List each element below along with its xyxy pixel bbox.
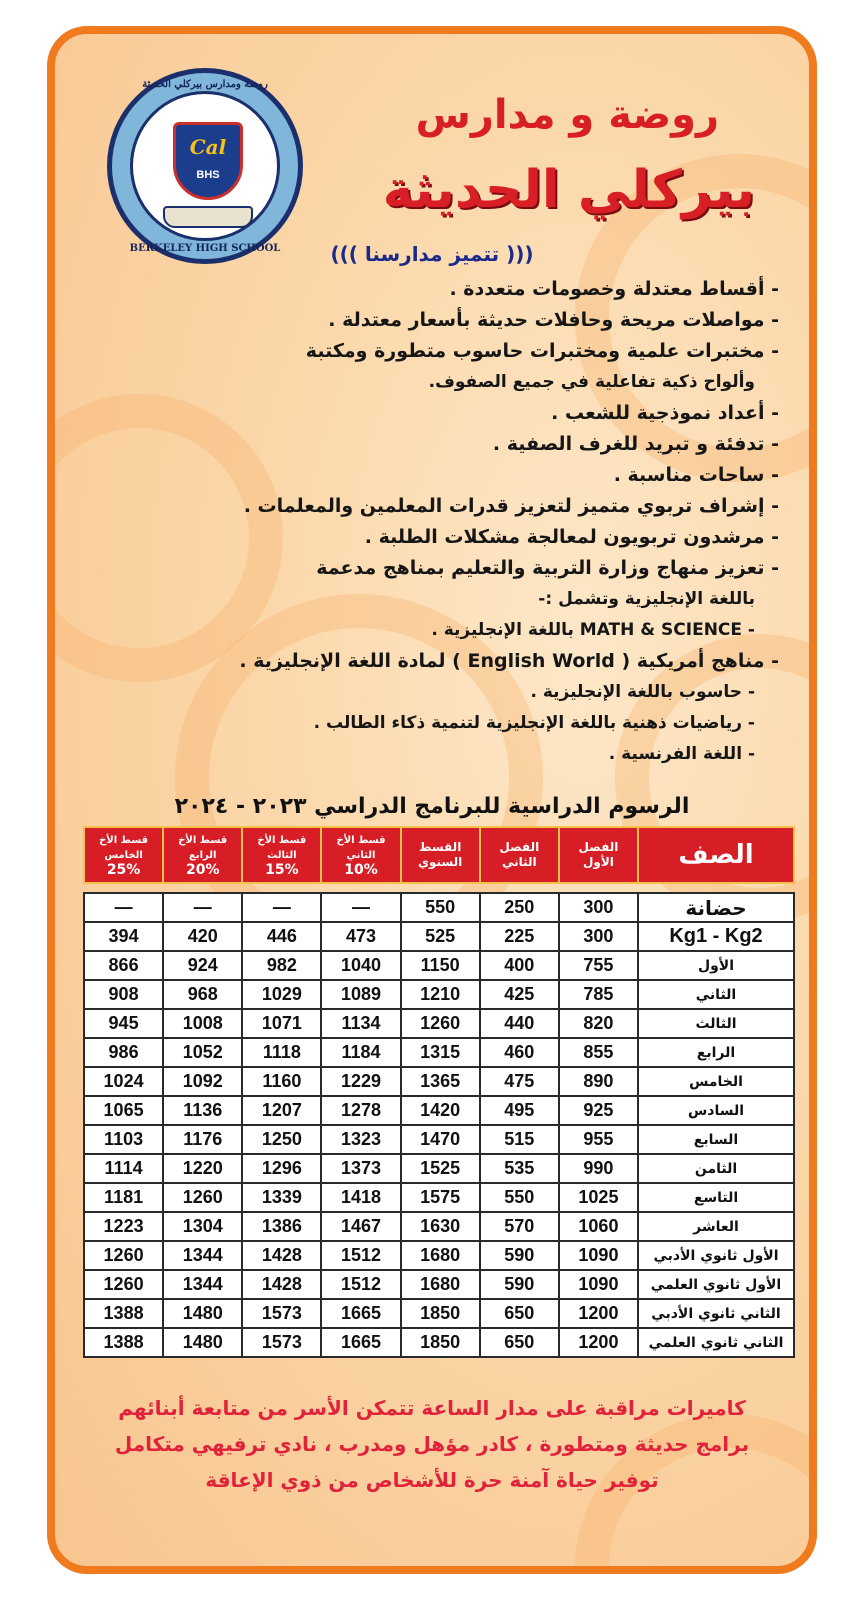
fee-cell: 1090	[559, 1270, 638, 1299]
features-list	[125, 274, 779, 770]
fee-cell: 1184	[321, 1038, 400, 1067]
fee-cell: 924	[163, 951, 242, 980]
table-row	[84, 922, 794, 951]
fee-cell: 1065	[84, 1096, 163, 1125]
grade-cell: الرابع	[638, 1038, 794, 1067]
grade-cell: السادس	[638, 1096, 794, 1125]
fee-cell: 1090	[559, 1241, 638, 1270]
fee-cell: 1136	[163, 1096, 242, 1125]
fee-cell: 1260	[401, 1009, 480, 1038]
fee-cell: 1089	[321, 980, 400, 1009]
header-sibling2-pct: 10%	[344, 861, 378, 878]
fee-cell: 1260	[84, 1241, 163, 1270]
feature-item: - اللغة الفرنسية .	[608, 744, 755, 764]
fee-cell: 1008	[163, 1009, 242, 1038]
fee-cell: 1114	[84, 1154, 163, 1183]
fee-cell: 1665	[321, 1299, 400, 1328]
grade-cell: السابع	[638, 1125, 794, 1154]
grade-cell: حضانة	[638, 893, 794, 922]
header-sibling2-label: قسط الأخ الثاني	[336, 834, 386, 861]
fee-cell: 475	[480, 1067, 559, 1096]
fee-cell: 473	[321, 922, 400, 951]
table-row	[84, 1096, 794, 1125]
fee-cell: 394	[84, 922, 163, 951]
school-logo	[107, 68, 303, 264]
fee-cell: 1665	[321, 1328, 400, 1357]
title-line1: روضة و مدارس	[415, 92, 719, 138]
fee-cell: 590	[480, 1270, 559, 1299]
fee-cell: 1525	[401, 1154, 480, 1183]
fee-cell: 1373	[321, 1154, 400, 1183]
fee-cell: 1134	[321, 1009, 400, 1038]
fee-cell: 755	[559, 951, 638, 980]
fee-cell: 1229	[321, 1067, 400, 1096]
fee-cell: 1388	[84, 1328, 163, 1357]
grade-cell: الثاني ثانوي الأدبي	[638, 1299, 794, 1328]
table-row	[84, 1125, 794, 1154]
feature-item: - مختبرات علمية ومختبرات حاسوب متطورة ومكتبة	[305, 340, 779, 362]
logo-shield-subtext: BHS	[196, 169, 220, 181]
fee-cell: 1512	[321, 1241, 400, 1270]
grade-cell: الثاني	[638, 980, 794, 1009]
header-first-term: الفصل الأول	[559, 827, 638, 883]
fee-cell: 590	[480, 1241, 559, 1270]
fee-cell: 1025	[559, 1183, 638, 1212]
fees-title: الرسوم الدراسية للبرنامج الدراسي ٢٠٢٣ - ٢٠٢٤	[174, 794, 690, 819]
fee-cell: 1315	[401, 1038, 480, 1067]
fee-cell: 1850	[401, 1328, 480, 1357]
table-row	[84, 893, 794, 922]
fee-cell: 1323	[321, 1125, 400, 1154]
fee-cell: 855	[559, 1038, 638, 1067]
fees-body	[84, 893, 794, 1357]
fee-cell: 1160	[242, 1067, 321, 1096]
fee-cell: 1304	[163, 1212, 242, 1241]
table-row	[84, 980, 794, 1009]
fee-cell: 1260	[84, 1270, 163, 1299]
fees-header-row	[84, 827, 794, 883]
fee-cell: 982	[242, 951, 321, 980]
footer-line: برامج حديثة ومتطورة ، كادر مؤهل ومدرب ، نادي ترفيهي متكامل	[114, 1432, 750, 1456]
fee-cell: —	[84, 893, 163, 922]
fee-cell: 1573	[242, 1299, 321, 1328]
fee-cell: 890	[559, 1067, 638, 1096]
feature-item: - مناهج أمريكية ( English World ) لمادة اللغة الإنجليزية .	[239, 650, 779, 672]
feature-item: - مواصلات مريحة وحافلات حديثة بأسعار معتدلة .	[328, 309, 779, 331]
feature-item: باللغة الإنجليزية وتشمل :-	[538, 589, 755, 609]
table-row	[84, 1270, 794, 1299]
fee-cell: 1052	[163, 1038, 242, 1067]
fee-cell: 1630	[401, 1212, 480, 1241]
fee-cell: 440	[480, 1009, 559, 1038]
header-sibling4-pct: 20%	[185, 861, 220, 878]
logo-bottom-text: BERKELEY HIGH SCHOOL	[129, 243, 281, 254]
grade-cell: العاشر	[638, 1212, 794, 1241]
fee-cell: 1344	[163, 1241, 242, 1270]
table-row	[84, 1328, 794, 1357]
fee-cell: 1040	[321, 951, 400, 980]
table-row	[84, 1212, 794, 1241]
footer	[55, 1390, 809, 1498]
fee-cell: 225	[480, 922, 559, 951]
grade-cell: الأول	[638, 951, 794, 980]
fee-cell: 1428	[242, 1241, 321, 1270]
feature-item: - أعداد نموذجية للشعب .	[551, 402, 779, 424]
fee-cell: 1365	[401, 1067, 480, 1096]
fee-cell: 1420	[401, 1096, 480, 1125]
table-row	[84, 1241, 794, 1270]
fee-cell: 1200	[559, 1328, 638, 1357]
grade-cell: التاسع	[638, 1183, 794, 1212]
fee-cell: 1512	[321, 1270, 400, 1299]
header-sibling3-label: قسط الأخ الثالث	[257, 834, 307, 861]
fee-cell: 1480	[163, 1299, 242, 1328]
fee-cell: 1467	[321, 1212, 400, 1241]
fee-cell: —	[163, 893, 242, 922]
table-row	[84, 1299, 794, 1328]
fee-cell: 1428	[242, 1270, 321, 1299]
fee-cell: 1220	[163, 1154, 242, 1183]
fee-cell: 300	[559, 922, 638, 951]
fee-cell: 1118	[242, 1038, 321, 1067]
title-line2: بيركلي الحديثة	[382, 160, 755, 220]
fee-cell: 570	[480, 1212, 559, 1241]
header-annual: القسط السنوي	[401, 827, 480, 883]
grade-cell: الخامس	[638, 1067, 794, 1096]
feature-item: - تعزيز منهاج وزارة التربية والتعليم بمناهج مدعمة	[316, 557, 779, 579]
grade-cell: الثامن	[638, 1154, 794, 1183]
fee-cell: —	[242, 893, 321, 922]
fee-cell: 1207	[242, 1096, 321, 1125]
fee-cell: 945	[84, 1009, 163, 1038]
fee-cell: 1480	[163, 1328, 242, 1357]
feature-item: - ساحات مناسبة .	[613, 464, 779, 486]
fee-cell: 515	[480, 1125, 559, 1154]
fee-cell: 1181	[84, 1183, 163, 1212]
table-row	[84, 1154, 794, 1183]
slogan: ((( تتميز مدارسنا )))	[330, 242, 534, 266]
fee-cell: 990	[559, 1154, 638, 1183]
fee-cell: 425	[480, 980, 559, 1009]
header-spacer	[84, 883, 794, 893]
fee-cell: 1176	[163, 1125, 242, 1154]
fee-cell: 968	[163, 980, 242, 1009]
feature-item: - مرشدون تربويون لمعالجة مشكلات الطلبة .	[364, 526, 779, 548]
header-sibling2	[321, 827, 400, 883]
fee-cell: 650	[480, 1328, 559, 1357]
flyer-frame	[47, 26, 817, 1574]
fee-cell: 550	[401, 893, 480, 922]
header-sibling4	[163, 827, 242, 883]
fee-cell: 1388	[84, 1299, 163, 1328]
table-row	[84, 1067, 794, 1096]
fee-cell: 908	[84, 980, 163, 1009]
fee-cell: 1344	[163, 1270, 242, 1299]
fee-cell: 1103	[84, 1125, 163, 1154]
header-sibling3-pct: 15%	[265, 861, 299, 878]
header-second-term: الفصل الثاني	[480, 827, 559, 883]
header-sibling5	[84, 827, 163, 883]
table-row	[84, 1038, 794, 1067]
header-grade: الصف	[638, 827, 794, 883]
logo-shield-text: Cal	[189, 135, 227, 159]
fee-cell: 785	[559, 980, 638, 1009]
fee-cell: 535	[480, 1154, 559, 1183]
fee-cell: 400	[480, 951, 559, 980]
grade-cell: الثالث	[638, 1009, 794, 1038]
logo-inner	[130, 91, 280, 241]
header-sibling3	[242, 827, 321, 883]
fee-cell: 1850	[401, 1299, 480, 1328]
grade-cell: الثاني ثانوي العلمي	[638, 1328, 794, 1357]
fee-cell: 1150	[401, 951, 480, 980]
fee-cell: 866	[84, 951, 163, 980]
grade-cell: Kg1 - Kg2	[638, 922, 794, 951]
fee-cell: 1573	[242, 1328, 321, 1357]
table-row	[84, 1183, 794, 1212]
header-sibling5-pct: 25%	[106, 861, 141, 878]
header-sibling4-label: قسط الأخ الرابع	[178, 834, 228, 861]
fee-cell: 1024	[84, 1067, 163, 1096]
fee-cell: 1680	[401, 1270, 480, 1299]
book-icon	[163, 206, 253, 228]
feature-item: وألواح ذكية تفاعلية في جميع الصفوف.	[428, 372, 755, 392]
fee-cell: 1210	[401, 980, 480, 1009]
fee-cell: 1250	[242, 1125, 321, 1154]
fee-cell: 986	[84, 1038, 163, 1067]
fee-cell: 446	[242, 922, 321, 951]
fee-cell: 1278	[321, 1096, 400, 1125]
fee-cell: 420	[163, 922, 242, 951]
feature-item: - رياضيات ذهنية باللغة الإنجليزية لتنمية ذكاء الطالب .	[313, 713, 755, 733]
fee-cell: 300	[559, 893, 638, 922]
fee-cell: 650	[480, 1299, 559, 1328]
feature-item: - أقساط معتدلة وخصومات متعددة .	[449, 278, 779, 300]
feature-item: - تدفئة و تبريد للغرف الصفية .	[492, 433, 779, 455]
table-row	[84, 951, 794, 980]
fee-cell: 1029	[242, 980, 321, 1009]
fee-cell: 550	[480, 1183, 559, 1212]
fee-cell: 250	[480, 893, 559, 922]
fee-cell: 1680	[401, 1241, 480, 1270]
fee-cell: 1575	[401, 1183, 480, 1212]
fee-cell: 1470	[401, 1125, 480, 1154]
fee-cell: 820	[559, 1009, 638, 1038]
fee-cell: 1200	[559, 1299, 638, 1328]
fee-cell: 525	[401, 922, 480, 951]
footer-line: توفير حياة آمنة حرة للأشخاص من ذوي الإعاقة	[205, 1468, 659, 1492]
fee-cell: 955	[559, 1125, 638, 1154]
grade-cell: الأول ثانوي الأدبي	[638, 1241, 794, 1270]
fee-cell: 1092	[163, 1067, 242, 1096]
logo-top-text: روضة ومدارس بيركلي الحديثة	[142, 79, 268, 90]
grade-cell: الأول ثانوي العلمي	[638, 1270, 794, 1299]
feature-item: - MATH & SCIENCE باللغة الإنجليزية .	[431, 620, 755, 640]
fee-cell: 1223	[84, 1212, 163, 1241]
shield-icon	[173, 122, 243, 200]
fee-cell: 1386	[242, 1212, 321, 1241]
feature-item: - إشراف تربوي متميز لتعزيز قدرات المعلمين والمعلمات .	[243, 495, 779, 517]
fee-cell: 460	[480, 1038, 559, 1067]
footer-line: كاميرات مراقبة على مدار الساعة تتمكن الأسر من متابعة أبنائهم	[118, 1396, 746, 1420]
fee-cell: 495	[480, 1096, 559, 1125]
fees-table	[83, 826, 795, 1358]
fee-cell: 1071	[242, 1009, 321, 1038]
table-row	[84, 1009, 794, 1038]
fee-cell: 1339	[242, 1183, 321, 1212]
fee-cell: 1418	[321, 1183, 400, 1212]
fee-cell: 1260	[163, 1183, 242, 1212]
fee-cell: 1296	[242, 1154, 321, 1183]
fee-cell: —	[321, 893, 400, 922]
fee-cell: 1060	[559, 1212, 638, 1241]
feature-item: - حاسوب باللغة الإنجليزية .	[530, 682, 755, 702]
fee-cell: 925	[559, 1096, 638, 1125]
header-sibling5-label: قسط الأخ الخامس	[99, 834, 149, 861]
